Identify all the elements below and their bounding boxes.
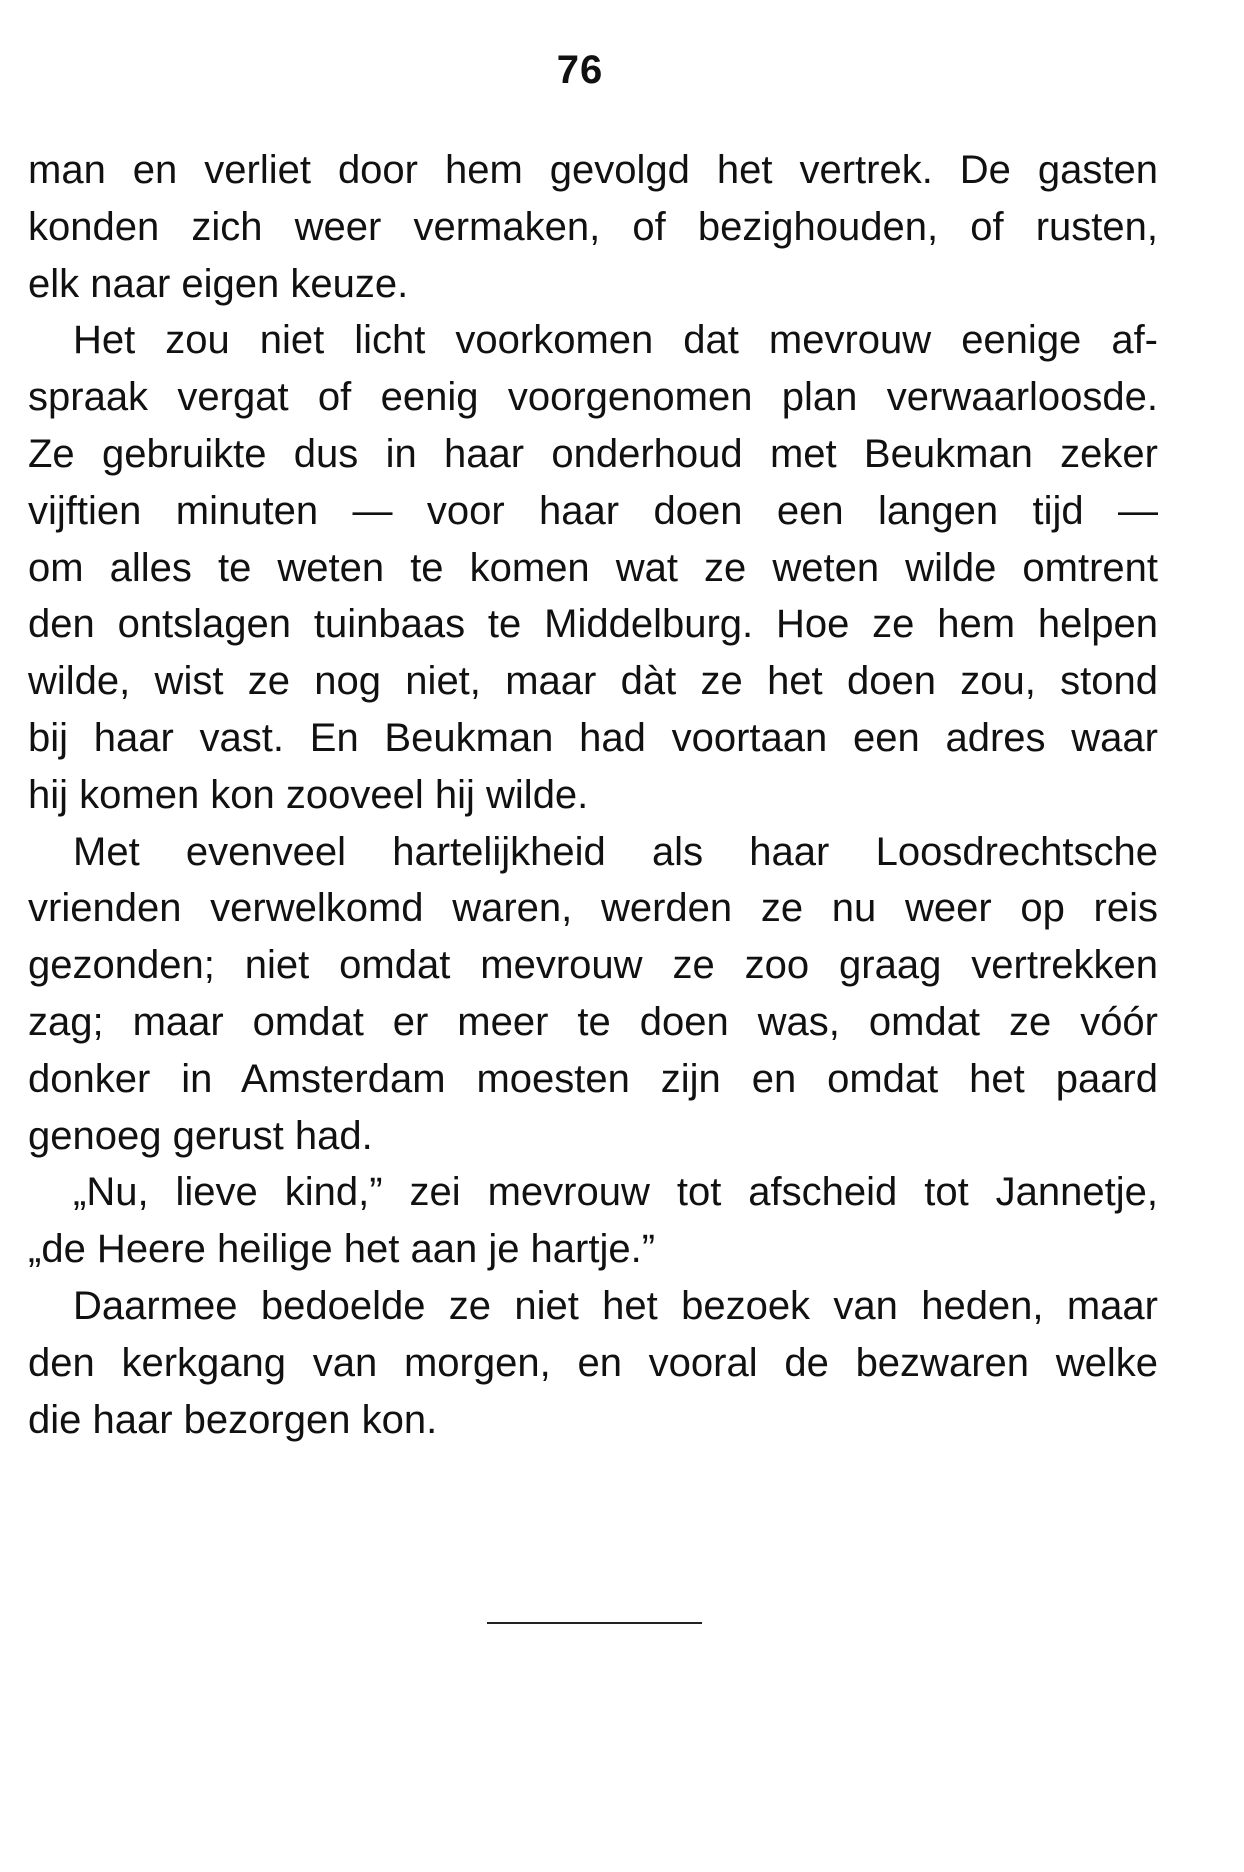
- text-line: zag; maar omdat er meer te doen was, omdat ze vóór: [28, 999, 1158, 1044]
- text-line: vijftien minuten — voor haar doen een langen tijd —: [28, 488, 1158, 533]
- paragraph: [28, 312, 1158, 823]
- paragraph: [28, 1278, 1158, 1448]
- text-line: die haar bezorgen kon.: [28, 1397, 438, 1442]
- text-line: donker in Amsterdam moesten zijn en omdat het paard: [28, 1056, 1158, 1101]
- page-number: 76: [556, 48, 604, 92]
- end-rule: [487, 1622, 702, 1624]
- text-line: vrienden verwelkomd waren, werden ze nu weer op reis: [28, 886, 1158, 931]
- text-line: hij komen kon zooveel hij wilde.: [28, 772, 589, 817]
- text-line: den kerkgang van morgen, en vooral de bezwaren welke: [28, 1340, 1158, 1385]
- paragraph: [28, 142, 1158, 312]
- body-text: [28, 142, 1158, 1448]
- text-line: „Nu, lieve kind,” zei mevrouw tot afscheid tot Jannetje,: [73, 1170, 1158, 1215]
- text-line: Daarmee bedoelde ze niet het bezoek van heden, maar: [73, 1283, 1158, 1328]
- text-line: spraak vergat of eenig voorgenomen plan verwaarloosde.: [28, 375, 1158, 420]
- text-line: bij haar vast. En Beukman had voortaan een adres waar: [28, 715, 1158, 760]
- paragraph: [28, 824, 1158, 1165]
- text-line: om alles te weten te komen wat ze weten wilde omtrent: [28, 545, 1158, 590]
- text-line: konden zich weer vermaken, of bezighouden, of rusten,: [28, 204, 1158, 249]
- text-line: man en verliet door hem gevolgd het vertrek. De gasten: [28, 148, 1158, 192]
- text-line: Met evenveel hartelijkheid als haar Loosdrechtsche: [73, 829, 1158, 874]
- text-line: elk naar eigen keuze.: [28, 261, 409, 306]
- text-line: „de Heere heilige het aan je hartje.”: [28, 1227, 656, 1272]
- text-line: wilde, wist ze nog niet, maar dàt ze het doen zou, stond: [28, 659, 1158, 704]
- text-line: Het zou niet licht voorkomen dat mevrouw eenige af-: [73, 318, 1158, 363]
- text-line: Ze gebruikte dus in haar onderhoud met Beukman zeker: [28, 431, 1158, 476]
- text-line: den ontslagen tuinbaas te Middelburg. Hoe ze hem helpen: [28, 602, 1158, 647]
- text-line: genoeg gerust had.: [28, 1113, 373, 1158]
- text-line: gezonden; niet omdat mevrouw ze zoo graag vertrekken: [28, 943, 1158, 988]
- paragraph: [28, 1164, 1158, 1278]
